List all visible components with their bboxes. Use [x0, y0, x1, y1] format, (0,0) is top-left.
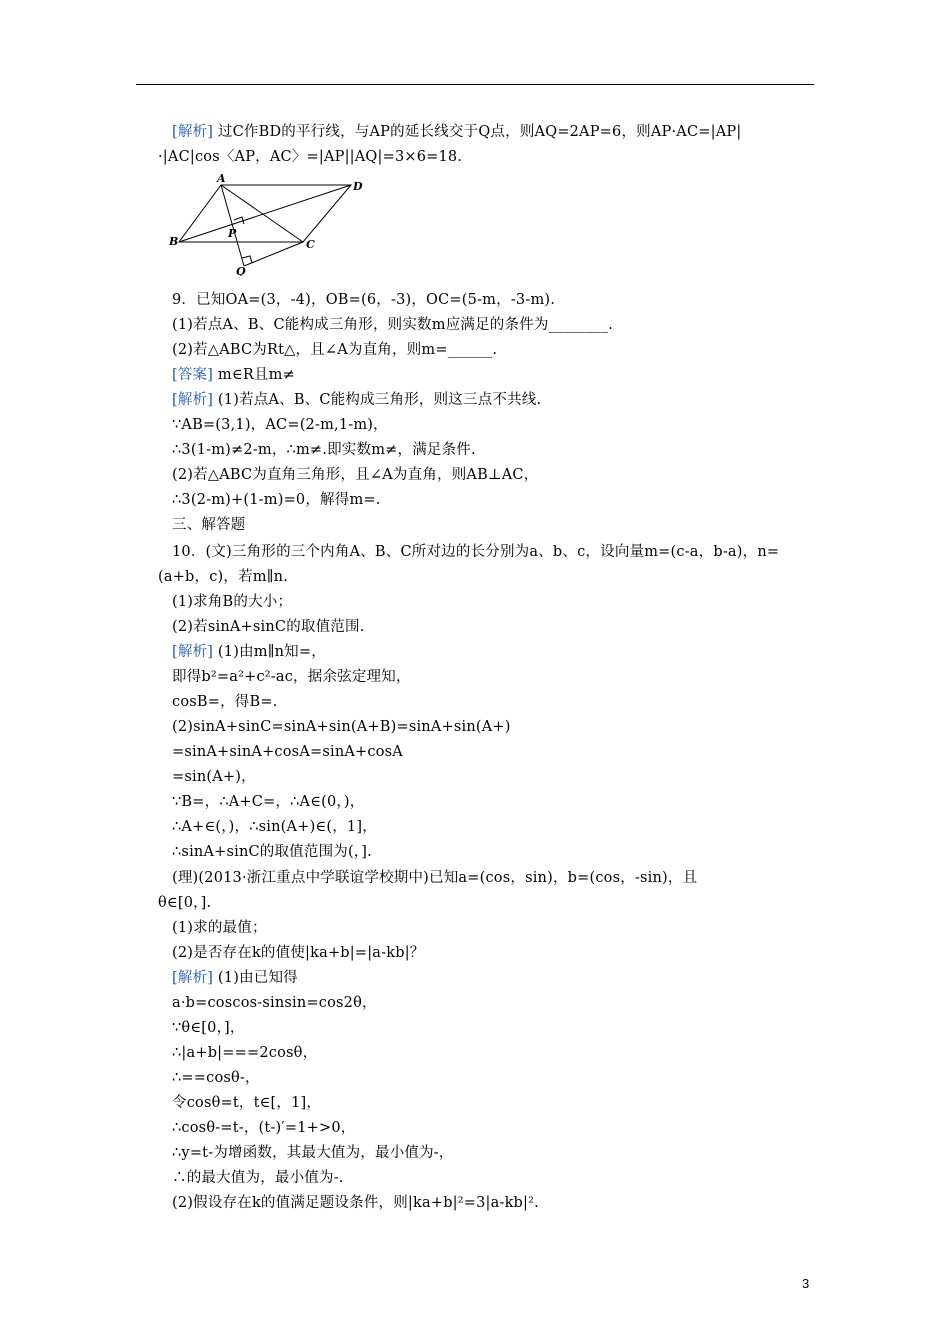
line-text: (2)是否存在k的值使|ka+b|=|a-kb|？	[172, 945, 425, 961]
text-line	[172, 440, 476, 460]
text-line	[172, 918, 267, 938]
line-text: 令cosθ=t，t∈[，1]，	[172, 1095, 322, 1111]
text-line	[172, 993, 377, 1013]
text-line	[172, 817, 377, 837]
text-line	[172, 968, 298, 988]
figure-label-a: A	[217, 172, 226, 185]
line-text: 10．(文)三角形的三个内角A、B、C所对边的长分别为a、b、c，设向量m=(c-a，b-a)，n=	[172, 544, 780, 560]
text-line	[172, 617, 365, 637]
figure-line-aq	[221, 185, 244, 266]
line-text: (2)假设存在k的值满足题设条件，则|ka+b|²=3|a-kb|².	[172, 1195, 539, 1211]
line-text: (1)由m∥n知=，	[213, 644, 326, 660]
header-rule	[136, 84, 814, 85]
line-text: (2)若△ABC为Rt△，且∠A为直角，则m=______.	[172, 342, 498, 358]
line-text: ∵B=，∴A+C=，∴A∈(0，)，	[172, 794, 365, 810]
line-text: (理)(2013·浙江重点中学联谊学校期中)已知a=(cos，sin)，b=(cos，-sin)，且	[172, 870, 698, 886]
figure-label-q: Q	[236, 265, 246, 276]
text-line	[172, 1018, 245, 1038]
text-line	[172, 415, 388, 435]
line-text: (1)若点A、B、C能构成三角形，则这三点不共线.	[213, 392, 542, 408]
line-text: 即得b²=a²+c²-ac，据余弦定理知，	[172, 669, 411, 685]
figure-label-d: D	[353, 180, 363, 193]
line-text: m∈R且m≠	[213, 367, 295, 383]
text-line	[172, 642, 326, 662]
text-line	[172, 868, 697, 888]
line-text: ∴==cosθ-，	[172, 1070, 260, 1086]
line-text: ∵AB=(3,1)，AC=(2-m,1-m)，	[172, 417, 388, 433]
parallelogram-figure	[164, 172, 374, 276]
line-text: (2)sinA+sinC=sinA+sin(A+B)=sinA+sin(A+)	[172, 719, 511, 735]
text-line	[172, 767, 256, 787]
section-heading	[172, 515, 246, 535]
section-tag: [解析]	[172, 124, 214, 140]
text-line	[172, 717, 511, 737]
line-text: 过C作BD的平行线，与AP的延长线交于Q点，则AQ=2AP=6，则AP·AC=|AP|	[213, 124, 742, 140]
line-text: cosB=，得B=.	[172, 694, 278, 710]
text-line	[172, 542, 779, 562]
line-text: (a+b，c)，若m∥n.	[158, 569, 289, 585]
text-line	[172, 943, 425, 963]
line-text: =sin(A+)，	[172, 769, 256, 785]
text-line	[172, 315, 613, 335]
line-text: 三、解答题	[172, 517, 246, 533]
text-line	[172, 742, 403, 762]
text-line	[158, 567, 288, 587]
text-line	[172, 1118, 355, 1138]
line-text: =sinA+sinA+cosA=sinA+cosA	[172, 744, 403, 760]
text-line	[158, 147, 462, 167]
line-text: ∴y=t-为增函数，其最大值为，最小值为-，	[172, 1145, 454, 1161]
line-text: (2)若sinA+sinC的取值范围.	[172, 619, 365, 635]
line-text: (1)若点A、B、C能构成三角形，则实数m应满足的条件为________.	[172, 317, 614, 333]
text-line	[172, 1068, 260, 1088]
text-line	[172, 792, 364, 812]
line-text: ∴sinA+sinC的取值范围为(，].	[172, 844, 372, 860]
section-tag: [解析]	[172, 970, 214, 986]
line-text: ·|AC|cos〈AP，AC〉=|AP||AQ|=3×6=18.	[158, 149, 463, 165]
text-line	[172, 340, 497, 360]
text-line	[172, 490, 381, 510]
line-text: (1)由已知得	[213, 970, 298, 986]
text-line	[172, 1043, 317, 1063]
figure-diagonal-bd	[179, 185, 351, 242]
line-text: ∵θ∈[0，]，	[172, 1020, 245, 1036]
text-line	[172, 1093, 321, 1113]
text-line	[172, 390, 541, 410]
figure-label-p: P	[228, 227, 237, 240]
text-line	[172, 290, 555, 310]
text-line	[172, 1168, 344, 1188]
line-text: ∴cosθ-=t-，(t-)′=1+>0，	[172, 1120, 356, 1136]
line-text: (2)若△ABC为直角三角形，且∠A为直角，则AB⊥AC，	[172, 467, 539, 483]
text-line	[172, 692, 278, 712]
text-line	[172, 365, 295, 385]
line-text: θ∈[0，].	[158, 895, 212, 911]
figure-label-c: C	[306, 238, 315, 251]
text-line	[172, 122, 741, 142]
section-tag: [答案]	[172, 367, 214, 383]
line-text: ∴3(2-m)+(1-m)=0，解得m=.	[172, 492, 381, 508]
section-tag: [解析]	[172, 392, 214, 408]
line-text: ∴3(1-m)≠2-m，∴m≠.即实数m≠，满足条件.	[172, 442, 476, 458]
line-text: ∴A+∈(，)，∴sin(A+)∈(，1]，	[172, 819, 377, 835]
text-line	[158, 893, 211, 913]
figure-right-angle-q	[242, 256, 252, 263]
line-text: a·b=coscos-sinsin=cos2θ，	[172, 995, 377, 1011]
figure-label-b: B	[169, 235, 179, 248]
line-text: ∴的最大值为，最小值为-.	[172, 1170, 344, 1186]
page-number: 3	[802, 1276, 810, 1291]
line-text: (1)求角B的大小；	[172, 594, 293, 610]
section-tag: [解析]	[172, 644, 214, 660]
text-line	[172, 592, 292, 612]
line-text: ∴|a+b|===2cosθ，	[172, 1045, 318, 1061]
line-text: 9．已知OA=(3，-4)，OB=(6，-3)，OC=(5-m，-3-m).	[172, 292, 556, 308]
text-line	[172, 667, 411, 687]
figure-line-cq	[244, 242, 303, 266]
line-text: (1)求的最值；	[172, 920, 267, 936]
text-line	[172, 842, 372, 862]
text-line	[172, 1143, 454, 1163]
text-line	[172, 1193, 539, 1213]
text-line	[172, 465, 538, 485]
